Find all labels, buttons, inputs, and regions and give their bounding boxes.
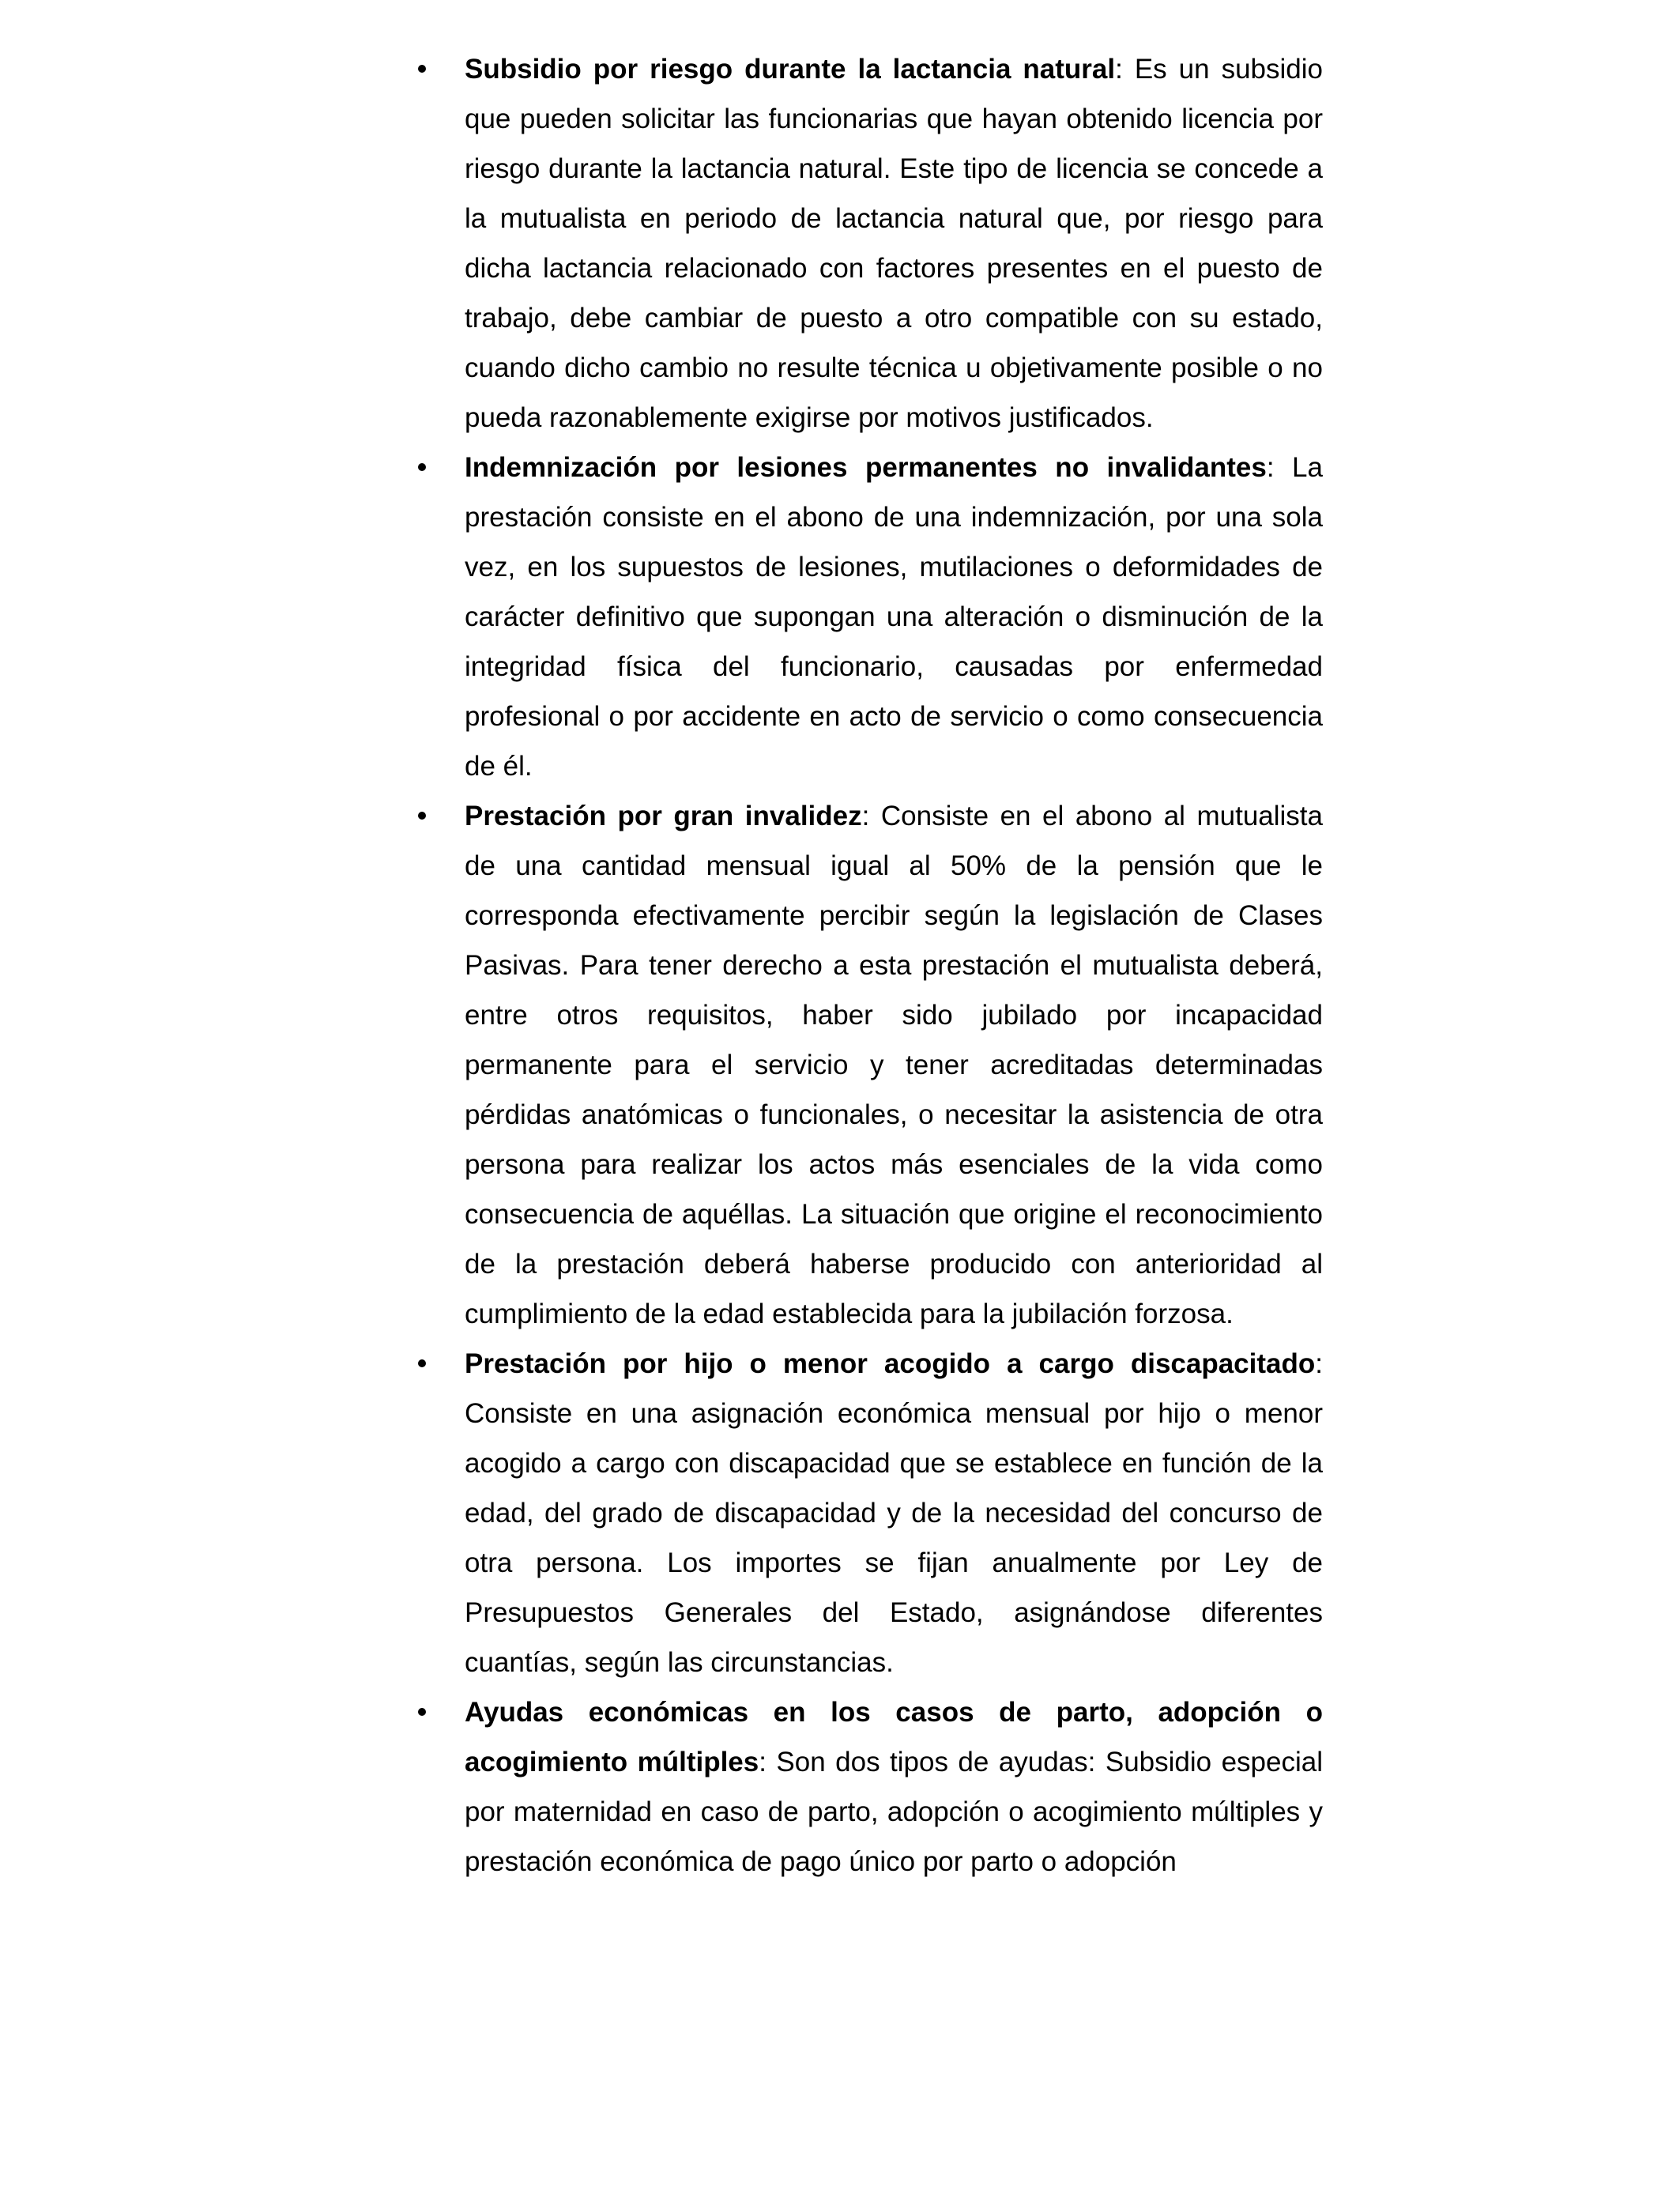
item-title: Indemnización por lesiones permanentes no invalidantes xyxy=(465,452,1267,483)
list-item xyxy=(465,1687,1323,1887)
bullet-icon xyxy=(418,463,426,471)
item-title: Ayudas económicas en los casos de parto, adopción o acogimiento múltiples xyxy=(465,1697,1323,1777)
bullet-icon xyxy=(418,812,426,820)
item-body: : Es un subsidio que pueden solicitar las funcionarias que hayan obtenido licencia por riesgo durante la lactancia natural. Este tipo de licencia se concede a la mutualista en periodo de lactancia natural que, por riesgo para dicha lactancia relacionado con factores presentes en el puesto de trabajo, debe cambiar de puesto a otro compatible con su estado, cuando dicho cambio no resulte técnica u objetivamente posible o no pueda razonablemente exigirse por motivos justificados. xyxy=(465,54,1323,433)
benefits-list xyxy=(465,44,1323,1887)
item-title: Prestación por hijo o menor acogido a cargo discapacitado xyxy=(465,1348,1316,1379)
item-body: : Son dos tipos de ayudas: Subsidio especial por maternidad en caso de parto, adopción o acogimiento múltiples y prestación económica de pago único por parto o adopción xyxy=(465,1747,1323,1877)
item-body: : La prestación consiste en el abono de una indemnización, por una sola vez, en los supuestos de lesiones, mutilaciones o deformidades de carácter definitivo que supongan una alteración o disminución de la integridad física del funcionario, causadas por enfermedad profesional o por accidente en acto de servicio o como consecuencia de él. xyxy=(465,452,1323,782)
bullet-icon xyxy=(418,1708,426,1716)
bullet-icon xyxy=(418,65,426,73)
list-item xyxy=(465,791,1323,1339)
item-body: : Consiste en el abono al mutualista de una cantidad mensual igual al 50% de la pensión que le corresponda efectivamente percibir según la legislación de Clases Pasivas. Para tener derecho a esta prestación el mutualista deberá, entre otros requisitos, haber sido jubilado por incapacidad permanente para el servicio y tener acreditadas determinadas pérdidas anatómicas o funcionales, o necesitar la asistencia de otra persona para realizar los actos más esenciales de la vida como consecuencia de aquéllas. La situación que origine el reconocimiento de la prestación deberá haberse producido con anterioridad al cumplimiento de la edad establecida para la jubilación forzosa. xyxy=(465,801,1323,1329)
bullet-icon xyxy=(418,1359,426,1367)
item-title: Subsidio por riesgo durante la lactancia natural xyxy=(465,54,1116,85)
list-item xyxy=(465,443,1323,791)
list-item xyxy=(465,44,1323,443)
item-body: : Consiste en una asignación económica mensual por hijo o menor acogido a cargo con discapacidad que se establece en función de la edad, del grado de discapacidad y de la necesidad del concurso de otra persona. Los importes se fijan anualmente por Ley de Presupuestos Generales del Estado, asignándose diferentes cuantías, según las circunstancias. xyxy=(465,1348,1323,1678)
list-item xyxy=(465,1339,1323,1687)
item-title: Prestación por gran invalidez xyxy=(465,801,862,831)
